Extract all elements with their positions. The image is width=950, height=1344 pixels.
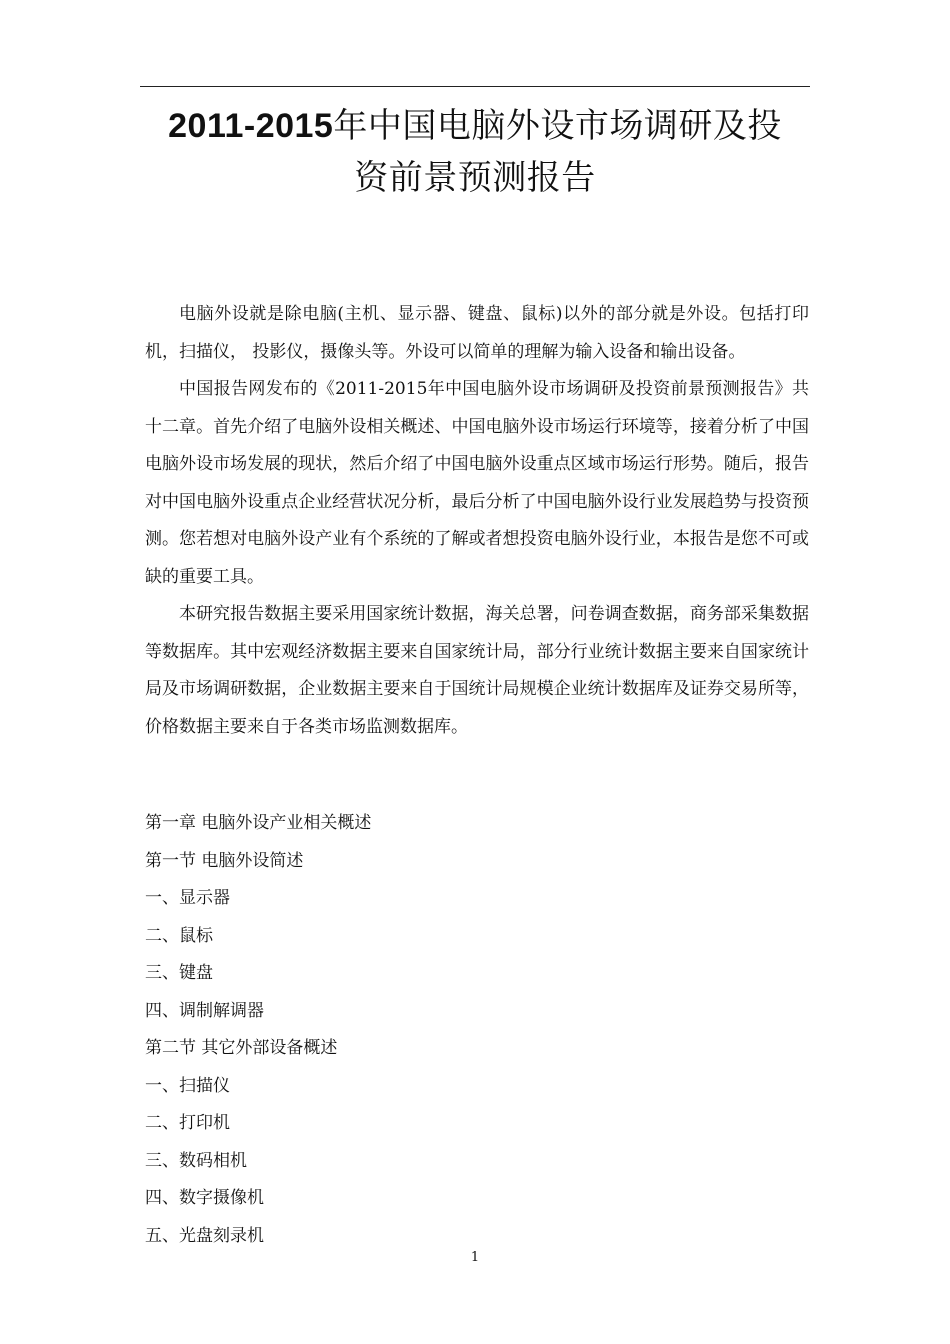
table-of-contents <box>145 805 809 1255</box>
toc-item: 三、键盘 <box>145 963 213 983</box>
toc-section-2: 第二节 其它外部设备概述 <box>145 1038 338 1058</box>
paragraph-report-summary: 中国报告网发布的《2011-2015年中国电脑外设市场调研及投资前景预测报告》共十二章。首先介绍了电脑外设相关概述、中国电脑外设市场运行环境等，接着分析了中国电脑外设市场发展的现状，然后介绍了中国电脑外设重点区域市场运行形势。随后，报告对中国电脑外设重点企业经营状况分析，最后分析了中国电脑外设行业发展趋势与投资预测。您若想对电脑外设产业有个系统的了解或者想投资电脑外设行业，本报告是您不可或缺的重要工具。 <box>145 379 809 587</box>
toc-item: 四、调制解调器 <box>145 1000 264 1021</box>
paragraph-data-sources: 本研究报告数据主要采用国家统计数据，海关总署，问卷调查数据，商务部采集数据等数据库。其中宏观经济数据主要来自国家统计局，部分行业统计数据主要来自国家统计局及市场调研数据，企业数据主要来自于国统计局规模企业统计数据库及证券交易所等，价格数据主要来自于各类市场监测数据库。 <box>145 604 809 737</box>
title-line-2: 资前景预测报告 <box>354 158 596 198</box>
title-line-1 <box>120 100 830 152</box>
title-line-1-text: 年中国电脑外设市场调研及投 <box>333 106 782 146</box>
document-title <box>120 100 830 204</box>
toc-section-1: 第一节 电脑外设简述 <box>145 850 304 871</box>
toc-item: 一、显示器 <box>145 888 230 908</box>
paragraph-intro: 电脑外设就是除电脑(主机、显示器、键盘、鼠标)以外的部分就是外设。包括打印机，扫描仪， 投影仪，摄像头等。外设可以简单的理解为输入设备和输出设备。 <box>145 304 809 362</box>
page-number: 1 <box>470 1250 480 1265</box>
toc-chapter-1: 第一章 电脑外设产业相关概述 <box>145 813 372 833</box>
toc-item: 二、鼠标 <box>145 925 213 946</box>
toc-item: 一、扫描仪 <box>145 1075 230 1096</box>
toc-item: 四、数字摄像机 <box>145 1188 264 1208</box>
toc-item: 二、打印机 <box>145 1113 230 1133</box>
header-rule <box>140 86 810 87</box>
toc-item: 五、光盘刻录机 <box>145 1225 264 1246</box>
body-text <box>145 296 809 746</box>
title-year: 2011-2015 <box>168 107 334 145</box>
toc-item: 三、数码相机 <box>145 1150 247 1171</box>
